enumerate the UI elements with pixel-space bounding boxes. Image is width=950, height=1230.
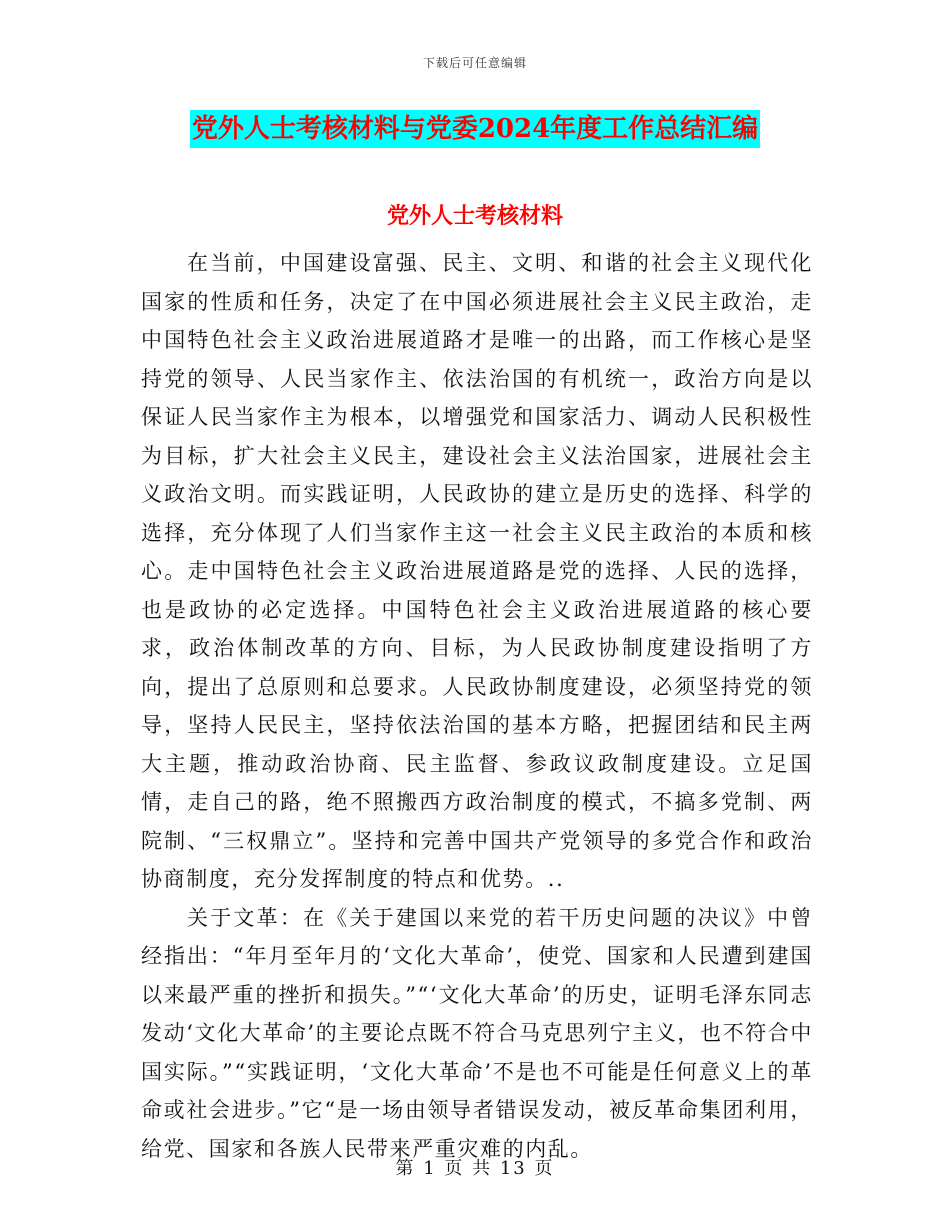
section-title: 党外人士考核材料 <box>386 203 563 229</box>
body-paragraph: 在当前，中国建设富强、民主、文明、和谐的社会主义现代化国家的性质和任务，决定了在中国必须进展社会主义民主政治，走中国特色社会主义政治进展道路才是唯一的出路，而工作核心是坚持党的领导、人民当家作主、依法治国的有机统一，政治方向是以保证人民当家作主为根本，以增强党和国家活力、调动人民积极性为目标，扩大社会主义民主，建设社会主义法治国家，进展社会主义政治文明。而实践证明，人民政协的建立是历史的选择、科学的选择，充分体现了人们当家作主这一社会主义民主政治的本质和核心。走中国特色社会主义政治进展道路是党的选择、人民的选择，也是政协的必定选择。中国特色社会主义政治进展道路的核心要求，政治体制改革的方向、目标，为人民政协制度建设指明了方向，提出了总原则和总要求。人民政协制度建设，必须坚持党的领导，坚持人民民主，坚持依法治国的基本方略，把握团结和民主两大主题，推动政治协商、民主监督、参政议政制度建设。立足国情，走自己的路，绝不照搬西方政治制度的模式，不搞多党制、两院制、“三权鼎立”。坚持和完善中国共产党领导的多党合作和政治协商制度，充分发挥制度的特点和优势。.. <box>141 251 813 891</box>
document-title-container <box>0 110 950 148</box>
document-title: 党外人士考核材料与党委2024年度工作总结汇编 <box>190 110 760 148</box>
body-paragraph: 关于文革：在《关于建国以来党的若干历史问题的决议》中曾经指出：“年月至年月的‘文化大革命’，使党、国家和人民遭到建国以来最严重的挫折和损失。”“‘文化大革命’的历史，证明毛泽东同志发动‘文化大革命’的主要论点既不符合马克思列宁主义，也不符合中国实际。”“实践证明，‘文化大革命’不是也不可能是任何意义上的革命或社会进步。”它“是一场由领导者错误发动，被反革命集团利用，给党、国家和各族人民带来严重灾难的内乱。 <box>141 905 813 1161</box>
page-number-footer: 第 1 页 共 13 页 <box>395 1158 555 1179</box>
document-body <box>141 244 813 1168</box>
page-header-note: 下载后可任意编辑 <box>422 56 527 70</box>
